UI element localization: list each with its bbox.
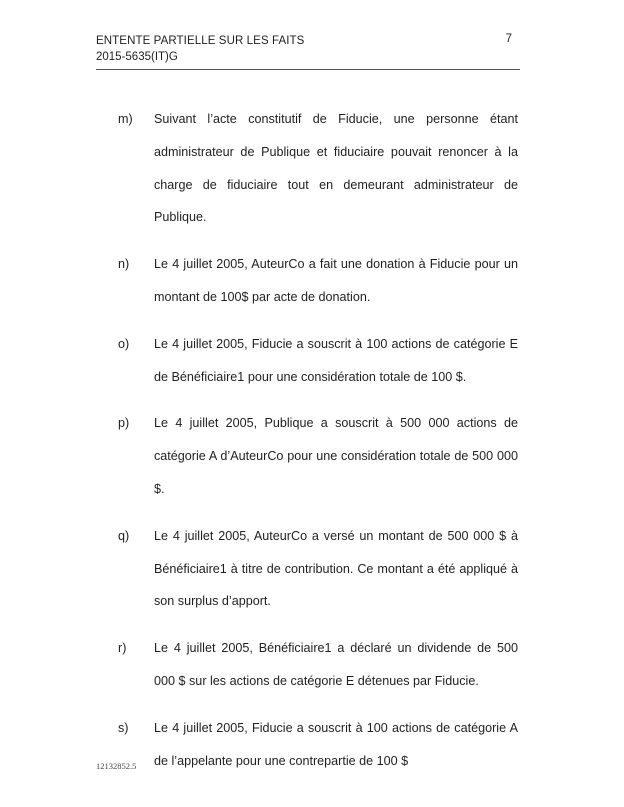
item-letter: p) (118, 416, 130, 431)
footer-document-id: 12132852.5 (96, 761, 137, 771)
item-text: Suivant l’acte constitutif de Fiducie, une personne étant administrateur de Publique et fiduciaire pouvait renoncer à la charge de fiduciaire tout en demeurant administrateur de Publique. (154, 112, 518, 225)
item-letter: n) (118, 257, 130, 272)
fact-item-o (118, 328, 518, 394)
item-text: Le 4 juillet 2005, Publique a souscrit à 500 000 actions de catégorie A d’AuteurCo pour une considération totale de 500 000 $. (154, 416, 518, 496)
fact-item-q (118, 520, 518, 618)
item-letter: r) (118, 641, 127, 656)
page-header (96, 33, 518, 65)
fact-item-p (118, 407, 518, 505)
item-text: Le 4 juillet 2005, AuteurCo a versé un montant de 500 000 $ à Bénéficiaire1 à titre de contribution. Ce montant a été appliqué à son surplus d’apport. (154, 528, 518, 609)
item-text: Le 4 juillet 2005, Fiducie a souscrit à 100 actions de catégorie A de l’appelante pour une contrepartie de 100 $ (154, 720, 518, 768)
fact-item-n (118, 248, 518, 314)
item-letter: m) (118, 112, 133, 126)
facts-list (118, 103, 518, 777)
item-text: Le 4 juillet 2005, Bénéficiaire1 a déclaré un dividende de 500 000 $ sur les actions de catégorie E détenues par Fiducie. (154, 641, 518, 688)
fact-item-m (118, 103, 518, 234)
docket-number: 2015-5635(IT)G (96, 51, 178, 63)
item-text: Le 4 juillet 2005, Fiducie a souscrit à 100 actions de catégorie E de Bénéficiaire1 pour une considération totale de 100 $. (154, 336, 518, 384)
document-title: ENTENTE PARTIELLE SUR LES FAITS (96, 35, 305, 47)
item-letter: s) (118, 720, 129, 735)
fact-item-s (118, 712, 518, 778)
page-number: 7 (505, 33, 512, 45)
item-text: Le 4 juillet 2005, AuteurCo a fait une donation à Fiducie pour un montant de 100$ par acte de donation. (154, 257, 518, 304)
fact-item-r (118, 632, 518, 698)
header-divider (96, 69, 520, 70)
item-letter: o) (118, 336, 130, 351)
item-letter: q) (118, 528, 130, 543)
